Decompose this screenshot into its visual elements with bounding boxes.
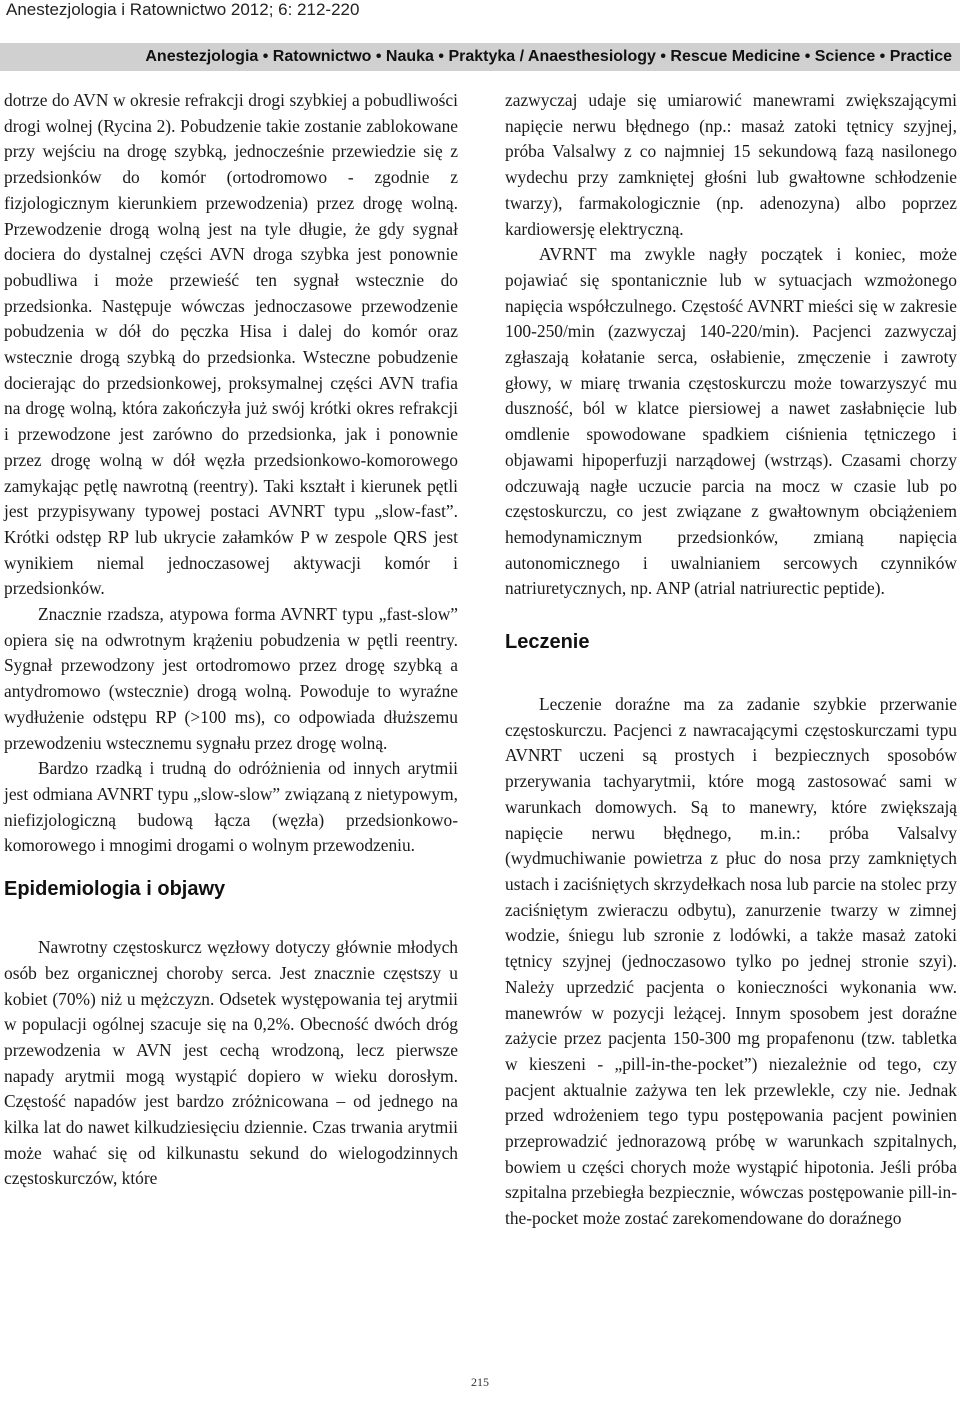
body-paragraph: dotrze do AVN w okresie refrakcji drogi szybkiej a pobudliwości drogi wolnej (Rycina 2). Pobudzenie takie zostanie zablokowane przy wejściu na drogę szybką, jednocześnie przewiedzie się z przedsionków do komór (ortodromowo - zgodnie z fizjologicznym kierunkiem przewodzenia) przez drogę wolną. Przewodzenie drogą wolną jest na tyle długie, że gdy sygnał dociera do dystalnej części AVN droga szybka jest ponownie pobudliwa i może przewieść ten sygnał wstecznie do przedsionka. Następuje wówczas jednoczasowe przewodzenie pobudzenia w dół do pęczka Hisa i dalej do komór oraz wstecznie drogą szybką do przedsionka. Wsteczne pobudzenie docierając do przedsionkowej, proksymalnej części AVN trafia na drogę wolną, która zakończyła już swój krótki okres refrakcji i przewodzone jest zarówno do przedsionka, jak i ponownie przez drogę wolną w dół węzła przedsionkowo-komorowego zamykając pętlę nawrotną (reentry). Taki kształt i kierunek pętli jest przypisywany typowej postaci AVNRT typu „slow-fast”. Krótki odstęp RP lub ukrycie załamków P w zespole QRS jest wynikiem niemal jednoczasowej aktywacji komór i przedsionków. xyxy=(4,90,458,599)
right-column xyxy=(505,88,957,1232)
body-paragraph: Znacznie rzadsza, atypowa forma AVNRT typu „fast-slow” opiera się na odwrotnym krążeniu pobudzenia w pętli reentry. Sygnał przewodzony jest ortodromowo przez drogę szybką a antydromowo (wstecznie) drogą wolną. Powoduje to wyraźne wydłużenie odstępu RP (>100 ms), co odpowiada dłuższemu przewodzeniu wstecznemu sygnału przez drogę wolną. xyxy=(4,604,458,753)
body-paragraph: zazwyczaj udaje się umiarowić manewrami zwiększającymi napięcie nerwu błędnego (np.: masaż zatoki tętnicy szyjnej, próba Valsalwy z co najmniej 15 sekundową fazą nasilonego wydechu przy zamkniętej głośni lub gwałtowne schłodzenie twarzy), farmakologicznie (np. adenozyna) albo poprzez kardiowersję elektryczną. xyxy=(505,90,957,239)
section-heading-epidemiology: Epidemiologia i objawy xyxy=(4,878,226,901)
left-column xyxy=(4,88,458,1192)
page-number: 215 xyxy=(471,1375,489,1389)
body-paragraph: Bardzo rzadką i trudną do odróżnienia od innych arytmii jest odmiana AVNRT typu „slow-slow” związaną z nietypowym, niefizjologiczną budową łącza (węzła) przedsionkowo-komorowego i mnogimi drogami o wolnym przewodzeniu. xyxy=(4,758,458,856)
journal-reference: Anestezjologia i Ratownictwo 2012; 6: 212-220 xyxy=(6,0,360,19)
journal-banner: Anestezjologia • Ratownictwo • Nauka • Praktyka / Anaesthesiology • Rescue Medicine • Science • Practice xyxy=(0,43,960,71)
body-paragraph: AVRNT ma zwykle nagły początek i koniec, może pojawiać się spontanicznie lub w sytuacjach wzmożonego napięcia współczulnego. Częstość AVNRT mieści się w zakresie 100-250/min (zazwyczaj 140-220/min). Pacjenci zazwyczaj zgłaszają kołatanie serca, osłabienie, zmęczenie i zawroty głowy, w miarę trwania częstoskurczu może towarzyszyć mu duszność, ból w klatce piersiowej a nawet zasłabnięcie lub omdlenie spowodowane spadkiem ciśnienia tętniczego i objawami hipoperfuzji narządowej (wstrząs). Czasami chorzy odczuwają nagłe uczucie parcia na mocz w czasie lub po częstoskurczu, co jest związane z gwałtownym obciążeniem hemodynamicznym przedsionków, zmianą napięcia autonomicznego i uwalnianiem sercowych czynników natriuretycznych, np. ANP (atrial natriurectic peptide). xyxy=(505,244,957,599)
section-heading-treatment: Leczenie xyxy=(505,631,590,654)
body-paragraph: Leczenie doraźne ma za zadanie szybkie przerwanie częstoskurczu. Pacjenci z nawracającymi częstoskurczami typu AVNRT uczeni są prostych i bezpiecznych sposobów przerywania tachyarytmii, które mogą zastosować sami w warunkach domowych. Są to manewry, które zwiększają napięcie nerwu błędnego, m.in.: próba Valsalvy (wydmuchiwanie powietrza z płuc do nosa przy zamkniętych ustach i zaciśniętych skrzydełkach nosa lub parcie na stolec przy zaciśniętym zwieraczu odbytu), zanurzenie twarzy w zimnej wodzie, śniegu lub szronie z lodówki, a także masaż zatoki tętnicy szyjnej (jednoczasowo tylko po jednej stronie szyi). Należy uprzedzić pacjenta o konieczności wykonania ww. manewrów w pozycji leżącej. Innym sposobem jest doraźne zażycie przez pacjenta 150-300 mg propafenonu (tzw. tabletka w kieszeni - „pill-in-the-pocket”) niezależnie od tego, czy pacjent aktualnie zażywa ten lek przewlekle, czy nie. Jednak przed wdrożeniem tego typu postępowania pacjent powinien przeprowadzić jednorazową próbę w warunkach szpitalnych, bowiem u części chorych może wystąpić hipotonia. Jeśli próba szpitalna przebiegła bezpiecznie, wówczas postępowanie pill-in-the-pocket może zostać zarekomendowane do doraźnego xyxy=(505,694,957,1229)
body-paragraph: Nawrotny częstoskurcz węzłowy dotyczy głównie młodych osób bez organicznej choroby serca. Jest znacznie częstszy u kobiet (70%) niż u mężczyzn. Odsetek występowania tej arytmii w populacji ogólnej szacuje się na 0,2%. Obecność dwóch dróg przewodzenia w AVN jest cechą wrodzoną, lecz pierwsze napady arytmii mogą wystąpić dopiero w wieku dorosłym. Częstość napadów jest bardzo zróżnicowana – od jednego na kilka lat do nawet kilkudziesięciu dziennie. Czas trwania arytmii może wahać się od kilkunastu sekund do wielogodzinnych częstoskurczów, które xyxy=(4,937,458,1189)
